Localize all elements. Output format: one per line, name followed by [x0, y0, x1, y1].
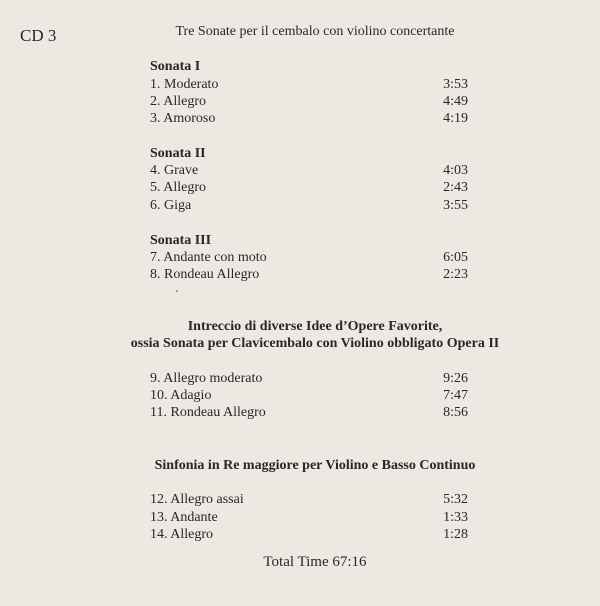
track-title: 8. Rondeau Allegro — [150, 267, 260, 282]
track-duration: 4:03 — [443, 163, 468, 178]
track-duration: 8:56 — [443, 405, 468, 420]
track-row — [150, 163, 468, 179]
track-duration: 7:47 — [443, 388, 468, 403]
track-row — [150, 77, 468, 93]
track-row — [150, 405, 468, 421]
track-duration: 3:55 — [443, 198, 468, 213]
track-duration: 1:33 — [443, 510, 468, 525]
track-title: 1. Moderato — [150, 77, 219, 92]
intreccio-heading-line2: ossia Sonata per Clavicembalo con Violino obbligato Opera II — [130, 336, 500, 351]
track-row — [150, 371, 468, 387]
track-duration: 6:05 — [443, 250, 468, 265]
track-duration: 4:49 — [443, 94, 468, 109]
track-title: 12. Allegro assai — [150, 492, 244, 507]
track-row — [150, 492, 468, 508]
track-title: 6. Giga — [150, 198, 192, 213]
track-duration: 4:19 — [443, 111, 468, 126]
track-duration: 2:43 — [443, 180, 468, 195]
cd-label: CD 3 — [20, 26, 57, 45]
track-title: 5. Allegro — [150, 180, 206, 195]
track-title: 3. Amoroso — [150, 111, 216, 126]
track-row — [150, 94, 468, 110]
track-title: 11. Rondeau Allegro — [150, 405, 266, 420]
track-duration: 3:53 — [443, 77, 468, 92]
sonata-1-heading: Sonata I — [150, 59, 201, 74]
track-title: 2. Allegro — [150, 94, 206, 109]
track-duration: 5:32 — [443, 492, 468, 507]
sonata-3-heading: Sonata III — [150, 233, 212, 248]
track-row — [150, 198, 468, 214]
total-time: Total Time 67:16 — [263, 554, 367, 570]
track-row — [150, 267, 468, 283]
track-row — [150, 510, 468, 526]
track-title: 10. Adagio — [150, 388, 212, 403]
sinfonia-heading: Sinfonia in Re maggiore per Violino e Basso Continuo — [154, 458, 476, 473]
track-row — [150, 250, 468, 266]
page-title: Tre Sonate per il cembalo con violino concertante — [175, 24, 455, 39]
track-title: 14. Allegro — [150, 527, 213, 542]
track-title: 4. Grave — [150, 163, 199, 178]
intreccio-heading-line1: Intreccio di diverse Idee d’Opere Favorite, — [187, 319, 443, 334]
track-title: 13. Andante — [150, 510, 218, 525]
track-row — [150, 180, 468, 196]
track-row — [150, 388, 468, 404]
track-row — [150, 111, 468, 127]
sonata-2-heading: Sonata II — [150, 146, 206, 161]
track-title: 7. Andante con moto — [150, 250, 267, 265]
track-title: 9. Allegro moderato — [150, 371, 263, 386]
track-duration: 9:26 — [443, 371, 468, 386]
track-duration: 2:23 — [443, 267, 468, 282]
track-row — [150, 527, 468, 543]
track-duration: 1:28 — [443, 527, 468, 542]
print-speck — [176, 290, 178, 292]
